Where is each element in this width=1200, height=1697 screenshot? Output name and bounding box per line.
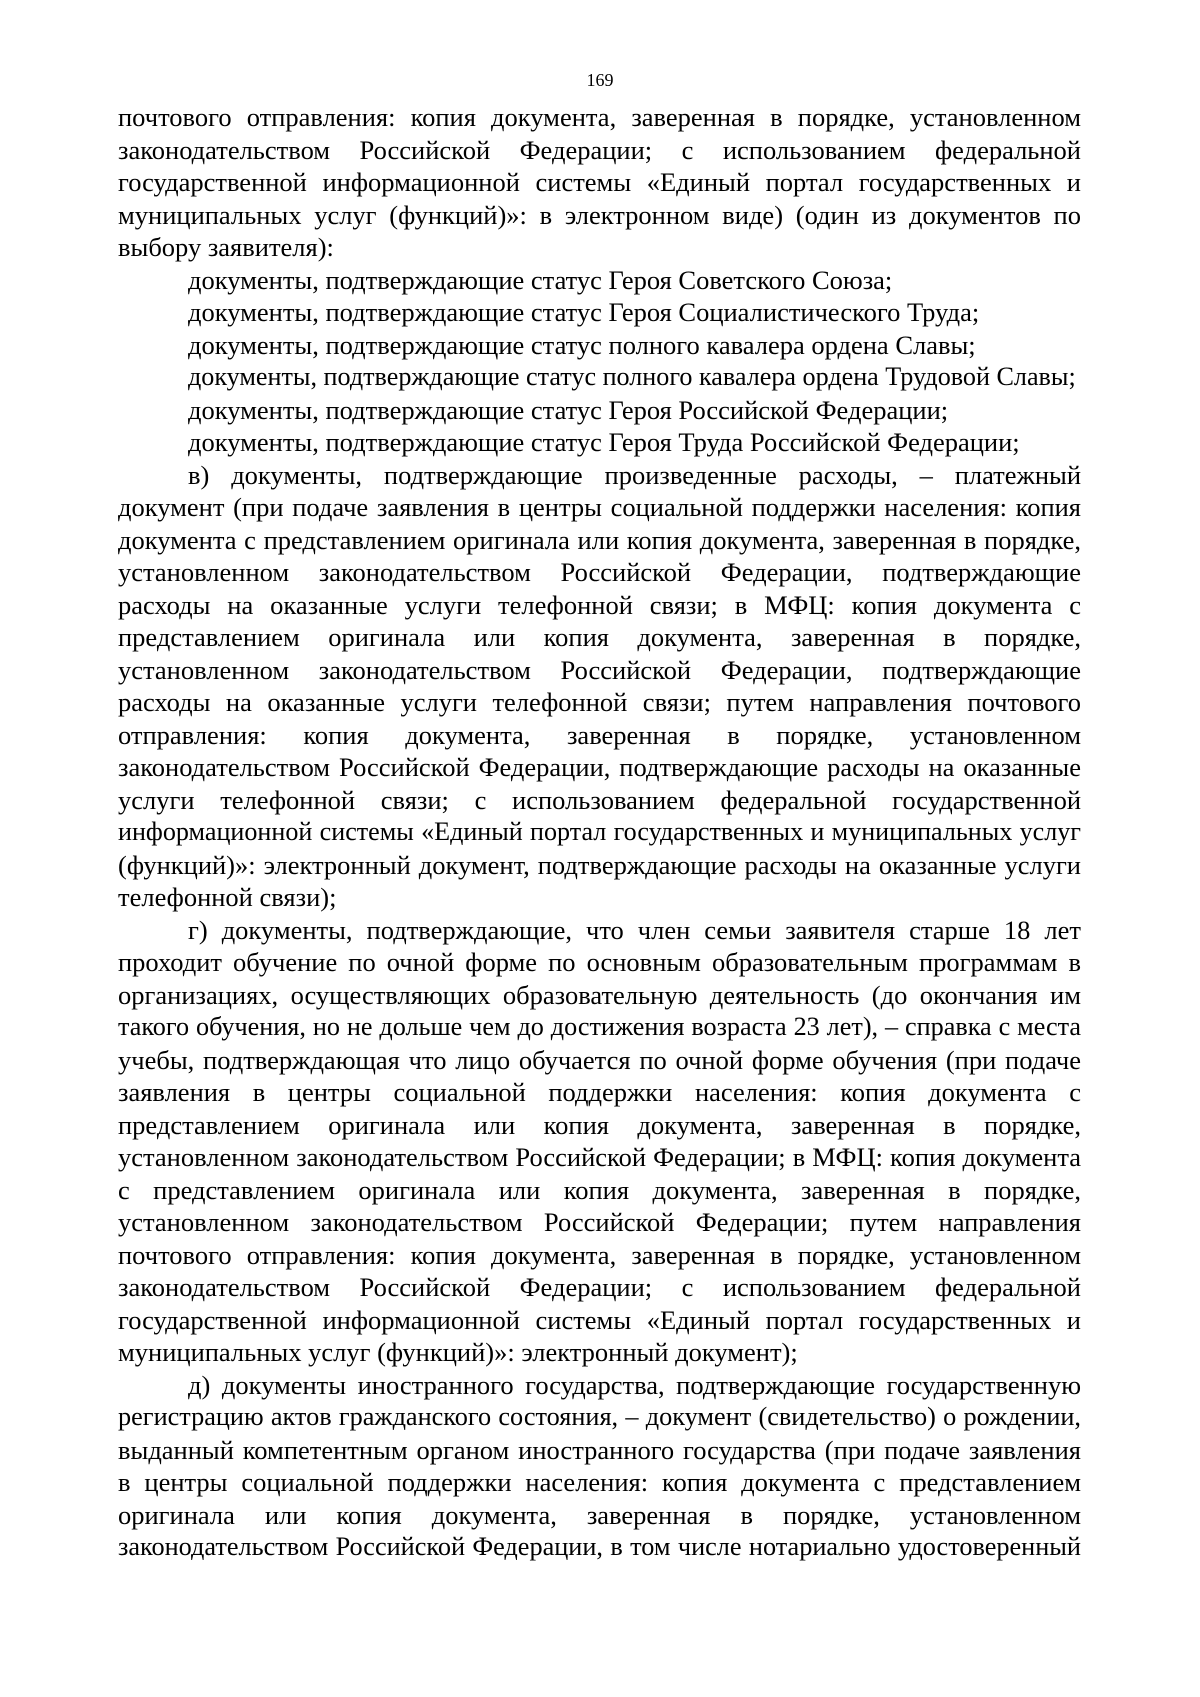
text-line: расходы на оказанные услуги телефонной связи; путем направления почтового (118, 687, 1081, 717)
text-line: телефонной связи); (118, 882, 337, 912)
text-line: законодательством Российской Федерации, подтверждающие расходы на оказанные (118, 752, 1081, 782)
text-line: документа с представлением оригинала или копия документа, заверенная в порядке, (118, 524, 1081, 555)
document-body (118, 101, 1081, 1564)
page-number: 169 (586, 70, 614, 90)
text-line: выданный компетентным органом иностранного государства (при подаче заявления (118, 1434, 1081, 1465)
text-line: г) документы, подтверждающие, что член семьи заявителя старше 18 лет (188, 914, 1081, 945)
text-line: с представлением оригинала или копия документа, заверенная в порядке, (118, 1174, 1081, 1205)
text-line: выбору заявителя): (118, 232, 334, 262)
text-line: муниципальных услуг (функций)»: в электронном виде) (один из документов по (118, 199, 1081, 230)
text-line: государственной информационной системы «Единый портал государственных и (118, 1304, 1081, 1335)
text-line: документы, подтверждающие статус Героя Социалистического Труда; (188, 297, 980, 327)
text-line: представлением оригинала или копия документа, заверенная в порядке, (118, 622, 1081, 652)
text-line: регистрацию актов гражданского состояния, – документ (свидетельство) о рождении, (118, 1402, 1081, 1431)
text-line: законодательством Российской Федерации; с использованием федеральной (118, 1272, 1081, 1302)
text-line: отправления: копия документа, заверенная в порядке, установленном (118, 719, 1081, 750)
text-line: в центры социальной поддержки населения: копия документа с представлением (118, 1467, 1081, 1497)
text-line: документы, подтверждающие статус полного кавалера ордена Славы; (188, 329, 976, 360)
text-line: установленном законодательством Российской Федерации; в МФЦ: копия документа (118, 1142, 1081, 1172)
text-line: документы, подтверждающие статус Героя Российской Федерации; (188, 394, 949, 425)
text-line: государственной информационной системы «Единый портал государственных и (118, 167, 1081, 197)
text-line: организациях, осуществляющих образовательную деятельность (до окончания им (118, 979, 1081, 1010)
text-line: оригинала или копия документа, заверенная в порядке, установленном (118, 1499, 1081, 1530)
text-line: представлением оригинала или копия документа, заверенная в порядке, (118, 1109, 1081, 1140)
text-line: законодательством Российской Федерации; с использованием федеральной (118, 134, 1081, 165)
text-line: информационной системы «Единый портал государственных и муниципальных услуг (118, 817, 1081, 846)
text-line: почтового отправления: копия документа, заверенная в порядке, установленном (118, 102, 1081, 132)
text-line: расходы на оказанные услуги телефонной связи; в МФЦ: копия документа с (118, 589, 1081, 620)
text-line: установленном законодательством Российской Федерации, подтверждающие (118, 654, 1081, 685)
text-line: д) документы иностранного государства, подтверждающие государственную (188, 1369, 1081, 1400)
text-line: заявления в центры социальной поддержки населения: копия документа с (118, 1077, 1081, 1107)
text-line: почтового отправления: копия документа, заверенная в порядке, установленном (118, 1239, 1081, 1270)
text-line: (функций)»: электронный документ, подтверждающие расходы на оказанные услуги (118, 849, 1081, 880)
text-line: установленном законодательством Российской Федерации, подтверждающие (118, 557, 1081, 587)
text-line: услуги телефонной связи; с использованием федеральной государственной (118, 784, 1081, 815)
text-line: законодательством Российской Федерации, в том числе нотариально удостоверенный (118, 1532, 1081, 1561)
text-line: учебы, подтверждающая что лицо обучается по очной форме обучения (при подаче (118, 1044, 1081, 1075)
text-line: документ (при подаче заявления в центры социальной поддержки населения: копия (118, 492, 1081, 522)
text-line: документы, подтверждающие статус Героя Труда Российской Федерации; (188, 427, 1020, 457)
text-line: проходит обучение по очной форме по основным образовательным программам в (118, 947, 1081, 977)
text-line: документы, подтверждающие статус Героя Советского Союза; (188, 264, 893, 295)
text-line: документы, подтверждающие статус полного кавалера ордена Трудовой Славы; (188, 362, 1076, 391)
text-line: в) документы, подтверждающие произведенные расходы, – платежный (188, 459, 1081, 490)
text-line: муниципальных услуг (функций)»: электронный документ); (118, 1337, 798, 1367)
text-line: установленном законодательством Российской Федерации; путем направления (118, 1207, 1081, 1237)
text-line: такого обучения, но не дольше чем до достижения возраста 23 лет), – справка с места (118, 1012, 1081, 1041)
